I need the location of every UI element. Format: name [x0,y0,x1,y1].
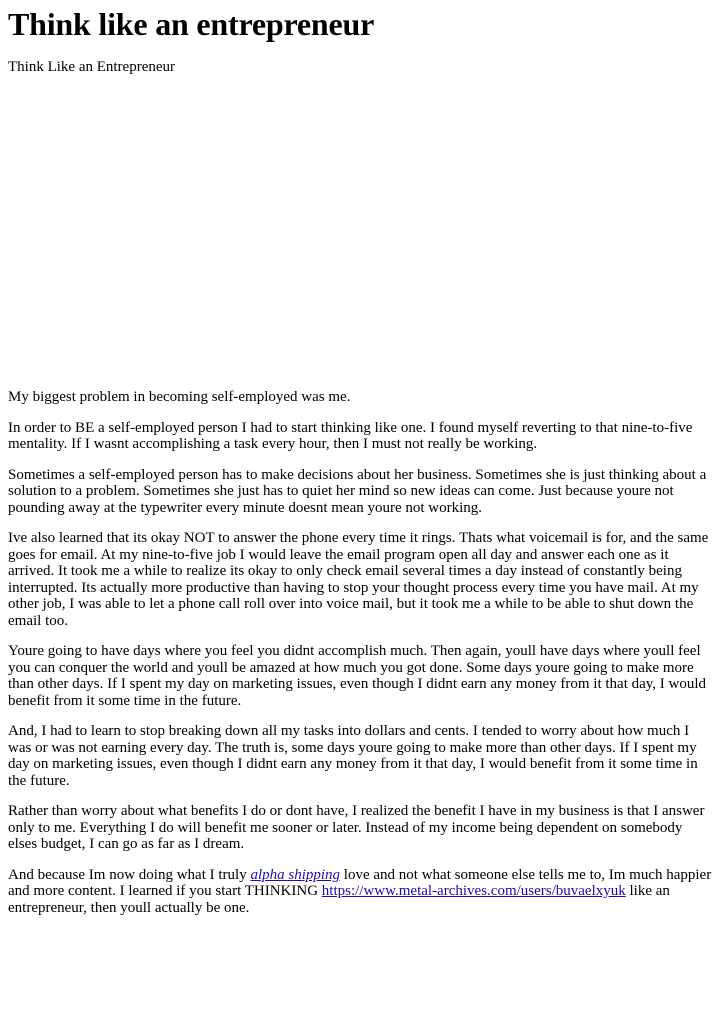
alpha-shipping-link[interactable]: alpha shipping [250,866,341,883]
paragraph-2: In order to BE a self-employed person I had to start thinking like one. I found myself reverting to that nine-to-five mentality. If I wasnt accomplishing a task every hour, then I must not really be working. [8,419,693,452]
blank-image-area [8,77,712,389]
final-text-part2: love and not what someone else tells me to, Im much happier and more content. I learned if you start THINKING [8,866,712,899]
page-title: Think like an entrepreneur [8,6,375,42]
paragraph-1: My biggest problem in becoming self-employed was me. [8,389,351,405]
article-subtitle: Think Like an Entrepreneur [8,59,176,75]
paragraph-6: And, I had to learn to stop breaking down all my tasks into dollars and cents. I tended to worry about how much I was or was not earning every day. The truth is, some days youre going to make more than other days. If I spent my day on marketing issues, even though I didnt earn any money from it that day, I would benefit from it some time in the future. [8,723,698,789]
paragraph-final [8,867,712,917]
paragraph-5: Youre going to have days where you feel you didnt accomplish much. Then again, youll have days where youll feel you can conquer the world and youll be amazed at how much you got done. Some days youre going to make more than other days. If I spent my day on marketing issues, even though I didnt earn any money from it that day, I would benefit from it some time in the future. [8,643,707,709]
paragraph-4: Ive also learned that its okay NOT to answer the phone every time it rings. Thats what voicemail is for, and the same goes for email. At my nine-to-five job I would leave the email program open all day and answer each one as it arrived. It took me a while to realize its okay to only check email several times a day instead of constantly being interrupted. Its actually more productive than having to stop your thought process every time you have mail. At my other job, I was able to let a phone call roll over into voice mail, but it took me a while to be able to shut down the email too. [8,530,709,629]
final-text-part3: like an entrepreneur, then youll actually be one. [8,883,670,916]
paragraph-7: Rather than worry about what benefits I do or dont have, I realized the benefit I have in my business is that I answer only to me. Everything I do will benefit me sooner or later. Instead of my income being dependent on somebody elses budget, I can go as far as I dream. [8,803,705,852]
paragraph-3: Sometimes a self-employed person has to make decisions about her business. Sometimes she is just thinking about a solution to a problem. Sometimes she just has to quiet her mind so new ideas can come. Just because youre not pounding away at the typewriter every minute doesnt mean youre not working. [8,466,707,516]
metal-archives-link[interactable]: https://www.metal-archives.com/users/buvaelxyuk [321,883,626,899]
final-text-part1: And because Im now doing what I truly [8,866,251,883]
